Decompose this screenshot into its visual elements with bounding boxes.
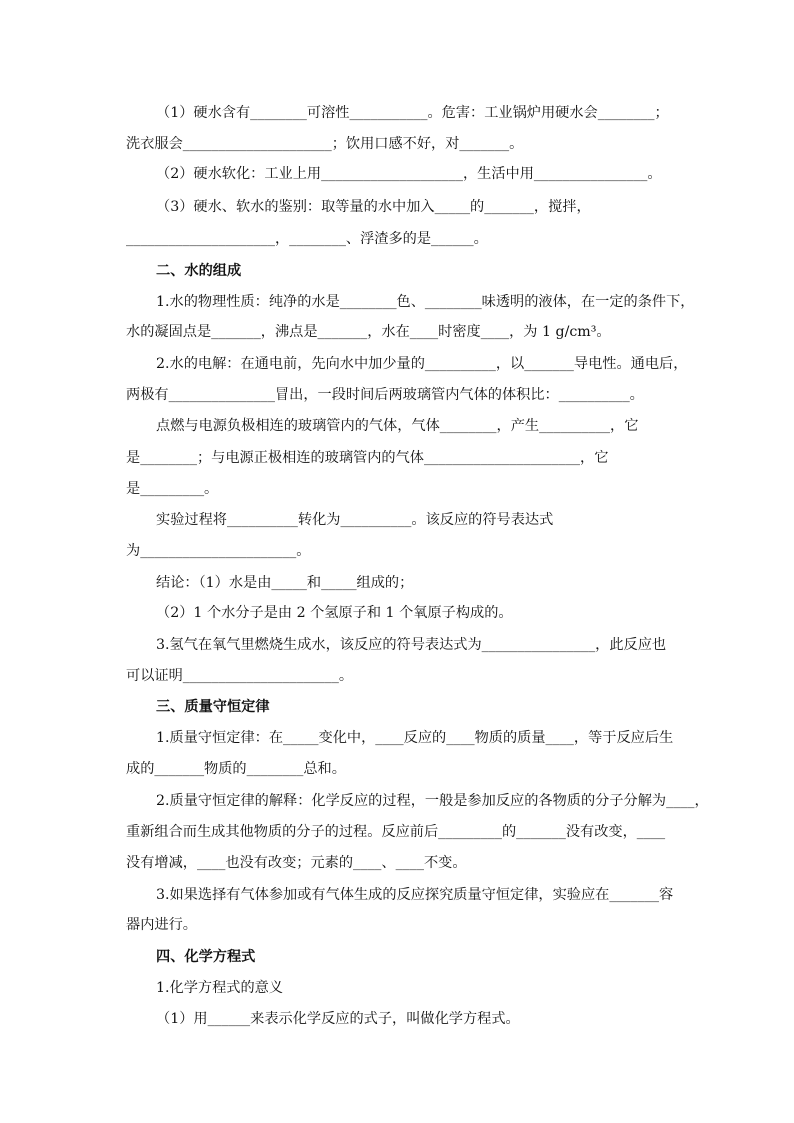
conclusion-1: 结论：（1）水是由_____和_____组成的；	[156, 575, 414, 591]
equation-definition: （1）用______来表示化学反应的式子，叫做化学方程式。	[156, 1011, 520, 1027]
hard-water-item-1-cont: 洗衣服会_____________________；饮用口感不好，对_______。	[126, 136, 524, 152]
section-heading-2: 二、水的组成	[156, 263, 242, 279]
positive-electrode-gas-cont: 是_________。	[126, 481, 219, 497]
experiment-energy-cont: 为______________________。	[126, 543, 311, 559]
mass-conservation-explain-cont: 重新组合而生成其他物质的分子的过程。反应前后_________的_______没有改变，____	[126, 824, 666, 840]
water-physical-props: 1.水的物理性质：纯净的水是________色、________味透明的液体，在一定的条件下，	[156, 294, 695, 310]
mass-conservation-law: 1.质量守恒定律：在_____变化中，____反应的____物质的质量____，等于反应后生	[156, 730, 674, 746]
experiment-energy: 实验过程将__________转化为__________。该反应的符号表达式	[156, 512, 554, 528]
negative-electrode-gas: 点燃与电源负极相连的玻璃管内的气体，气体________，产生__________，它	[156, 418, 639, 434]
hard-water-item-1: （1）硬水含有________可溶性___________。危害：工业锅炉用硬水会________；	[156, 105, 669, 121]
mass-conservation-law-cont: 成的_______物质的________总和。	[126, 761, 346, 777]
gas-reaction-container-cont: 器内进行。	[126, 917, 197, 933]
hard-water-item-3-cont: _____________________，________、浮渣多的是______。	[126, 231, 488, 247]
positive-electrode-gas: 是________；与电源正极相连的玻璃管内的气体______________________，它	[126, 450, 609, 466]
mass-conservation-explain: 2.质量守恒定律的解释：化学反应的过程，一般是参加反应的各物质的分子分解为____，	[156, 793, 709, 809]
water-physical-props-cont: 水的凝固点是_______，沸点是_______，水在____时密度____，为 1 g/cm³。	[126, 324, 611, 340]
hard-water-item-2: （2）硬水软化：工业上用____________________，生活中用________________。	[156, 166, 662, 182]
water-electrolysis-cont: 两极有_______________冒出，一段时间后两玻璃管内气体的体积比：__________。	[126, 387, 644, 403]
mass-conservation-explain-cont2: 没有增减，____也没有改变；元素的____、____不变。	[126, 855, 467, 871]
section-heading-3: 三、质量守恒定律	[156, 699, 270, 715]
hydrogen-combustion-cont: 可以证明______________________。	[126, 668, 354, 684]
hydrogen-combustion: 3.氢气在氧气里燃烧生成水，该反应的符号表达式为________________，此反应也	[156, 637, 667, 653]
section-heading-4: 四、化学方程式	[156, 949, 256, 965]
equation-meaning-heading: 1.化学方程式的意义	[156, 980, 284, 996]
conclusion-2: （2）1 个水分子是由 2 个氢原子和 1 个氧原子构成的。	[156, 605, 513, 621]
water-electrolysis: 2.水的电解：在通电前，先向水中加少量的__________，以_______导电性。通电后，	[156, 356, 688, 372]
gas-reaction-container: 3.如果选择有气体参加或有气体生成的反应探究质量守恒定律，实验应在_______容	[156, 887, 674, 903]
hard-water-item-3: （3）硬水、软水的鉴别：取等量的水中加入_____的_______，搅拌，	[156, 199, 591, 215]
